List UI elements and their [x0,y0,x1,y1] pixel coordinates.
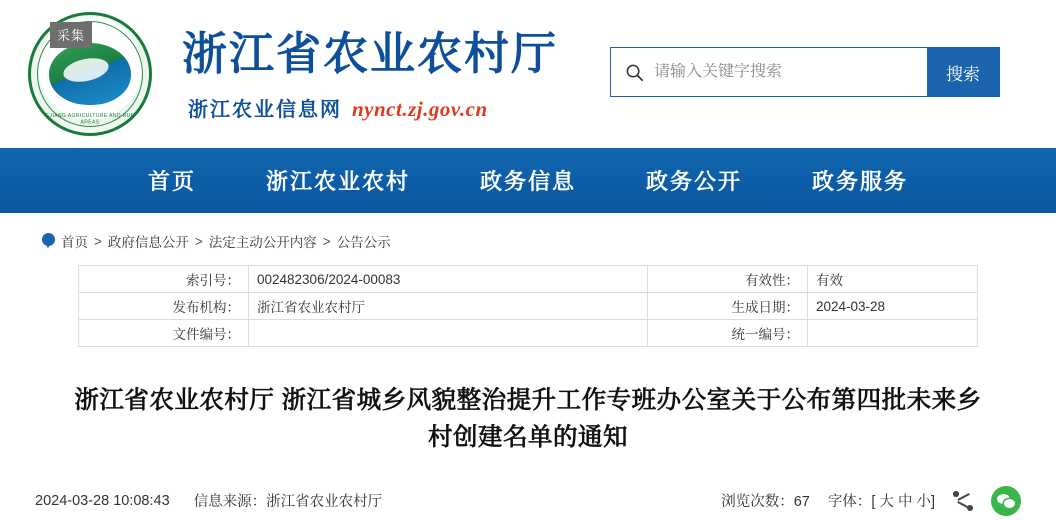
site-title-block [182,26,558,121]
search-input[interactable] [654,63,927,81]
table-row [79,293,978,320]
breadcrumb-separator: > [94,233,102,249]
breadcrumb-item-0[interactable]: 首页 [61,235,88,250]
view-count-value: 67 [793,494,810,510]
meta-value-index: 002482306/2024-00083 [249,266,648,293]
meta-label-index: 索引号： [79,266,249,293]
meta-label-created-date: 生成日期： [648,293,808,320]
meta-value-doc-number [249,320,648,347]
meta-label-publisher: 发布机构： [79,293,249,320]
meta-value-created-date: 2024-03-28 [808,293,978,320]
nav-item-zhejiang-agriculture[interactable]: 浙江农业农村 [265,169,410,194]
view-count-label: 浏览次数： [721,494,794,510]
breadcrumb-item-1[interactable]: 政府信息公开 [107,235,189,250]
document-metadata-table [78,265,978,347]
meta-label-doc-number: 文件编号： [79,320,249,347]
font-size-bracket-close: ] [930,494,935,510]
search-button[interactable]: 搜索 [927,48,999,96]
article-meta-bar [35,483,1021,519]
source-label: 信息来源： [193,494,267,510]
breadcrumb-item-2[interactable]: 法定主动公开内容 [208,235,317,250]
site-subtitle-cn: 浙江农业信息网 [188,98,342,121]
nav-item-home[interactable]: 首页 [147,169,196,194]
site-domain: nynct.zj.gov.cn [352,96,488,121]
publish-datetime: 2024-03-28 10:08:43 [35,492,170,509]
site-title: 浙江省农业农村厅 [182,29,559,80]
meta-value-validity: 有效 [808,266,978,293]
article-meta-right [721,486,1021,516]
site-header [0,0,1056,148]
font-size-bracket-open: [ [871,494,876,510]
font-size-medium[interactable]: 中 [897,494,913,510]
source-name: 浙江省农业农村厅 [266,494,383,510]
table-row [79,266,978,293]
logo-arc-text: ZHEJIANG AGRICULTURE AND RURAL AREAS [38,112,142,126]
source-info [194,490,383,511]
search-box [610,47,1000,97]
search-icon [625,63,644,82]
share-icon[interactable] [953,491,973,511]
wechat-icon[interactable] [991,486,1021,516]
nav-item-government-info[interactable]: 政务信息 [479,169,576,194]
search-field [611,48,927,96]
meta-value-unified-number [808,320,978,347]
location-pin-icon [42,233,55,250]
view-count [721,490,810,511]
breadcrumb-item-3[interactable]: 公告公示 [336,235,391,250]
meta-value-publisher: 浙江省农业农村厅 [249,293,648,320]
font-size-control [828,490,935,511]
meta-label-validity: 有效性： [648,266,808,293]
nav-item-government-services[interactable]: 政务服务 [812,169,909,194]
capture-tag: 采集 [50,22,92,48]
logo-emblem [49,43,131,105]
font-size-label: 字体： [827,494,872,510]
article-meta-left [35,490,382,511]
main-nav [0,148,1056,213]
page-title: 浙江省农业农村厅 浙江省城乡风貌整治提升工作专班办公室关于公布第四批未来乡村创建名单的通知 [74,387,982,451]
nav-item-government-disclosure[interactable]: 政务公开 [646,169,743,194]
table-row [79,320,978,347]
breadcrumb [0,213,1056,263]
breadcrumb-separator: > [194,233,203,249]
breadcrumb-separator: > [322,233,331,249]
font-size-small[interactable]: 小 [916,494,931,510]
meta-label-unified-number: 统一编号： [648,320,808,347]
font-size-large[interactable]: 大 [879,494,894,510]
site-subtitle-row [188,93,558,122]
